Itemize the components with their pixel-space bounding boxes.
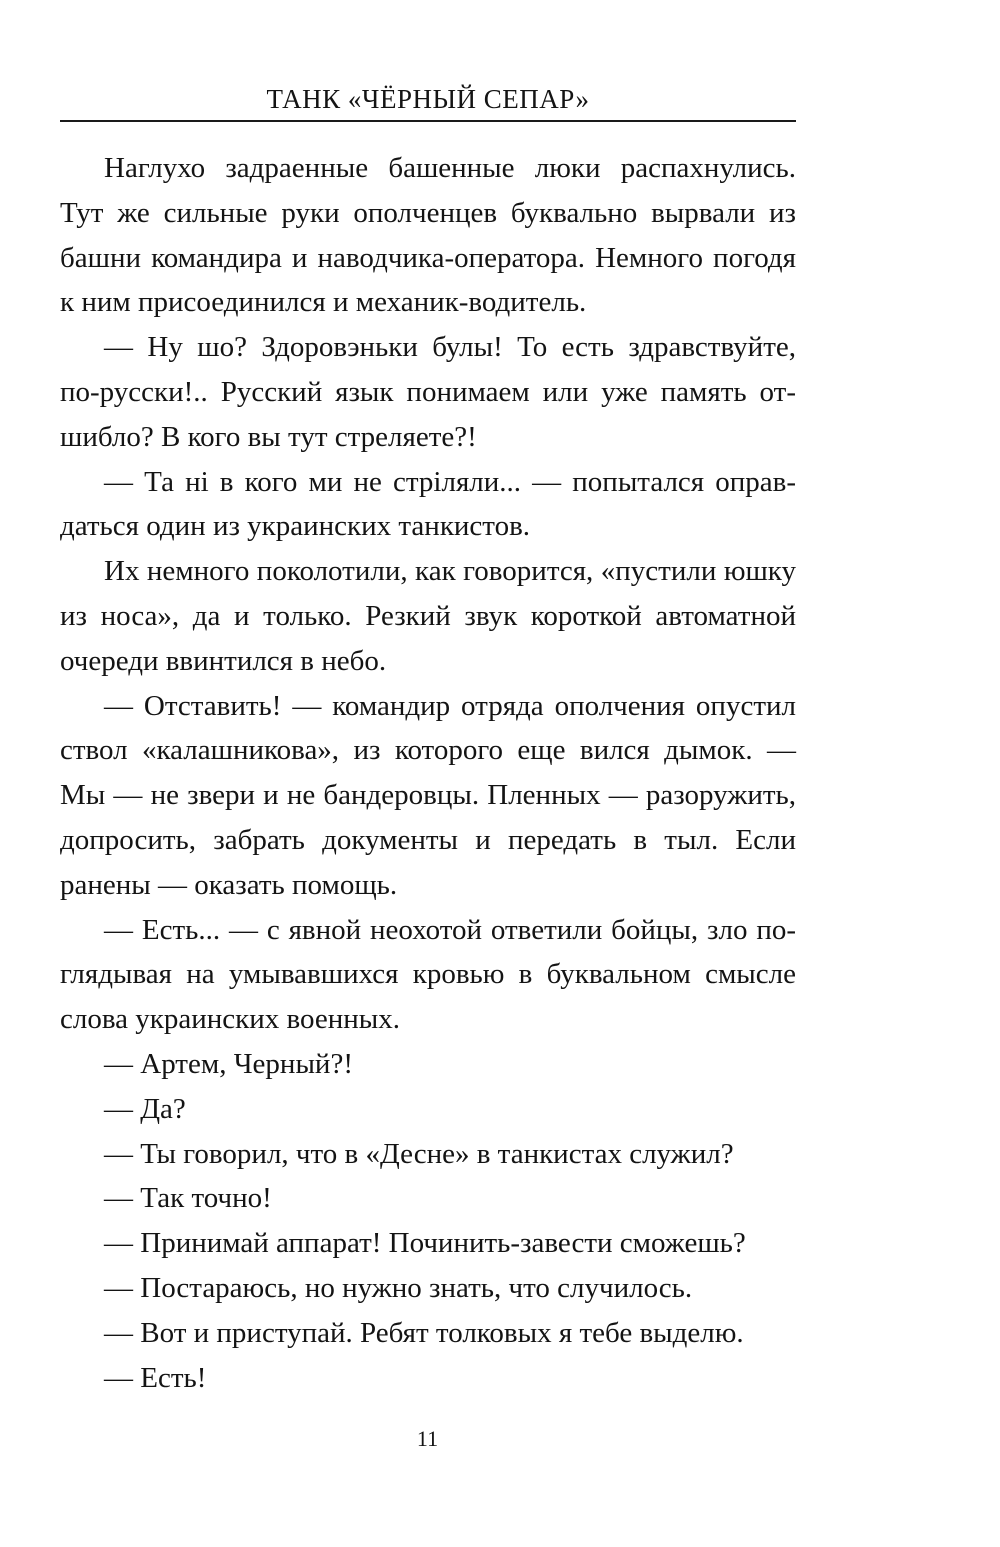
text-line: — Да? [104,1092,186,1125]
text-line: — Ты говорил, что в «Десне» в танкистах служил? [104,1137,734,1170]
page-number: 11 [416,1426,439,1451]
header-rule [60,120,796,122]
text-line: башни командира и наводчика-оператора. Немного погодя [60,241,796,274]
text-line: — Постараюсь, но нужно знать, что случилось. [104,1271,693,1304]
text-line: ствол «калашникова», из которого еще вился дымок. — [60,734,796,767]
text-line: слова украинских военных. [60,1003,400,1036]
text-line: Тут же сильные руки ополченцев буквально вырвали из [60,196,796,229]
text-line: из носа», да и только. Резкий звук короткой автоматной [60,599,796,632]
text-line: глядывая на умывавшихся кровью в буквальном смысле [60,958,796,991]
text-line: Мы — не звери и не бандеровцы. Пленных — разоружить, [60,779,796,812]
text-line: даться один из украинских танкистов. [60,510,531,543]
text-line: — Есть... — с явной неохотой ответили бойцы, зло по- [104,913,796,946]
text-line: очереди ввинтился в небо. [60,644,387,677]
text-line: Наглухо задраенные башенные люки распахнулись. [104,152,796,184]
text-line: к ним присоединился и механик-водитель. [60,286,587,319]
text-line: — Ну шо? Здоровэньки булы! То есть здравствуйте, [104,331,796,364]
text-line: по-русски!.. Русский язык понимаем или уже память от- [60,375,796,408]
running-header-title: ТАНК «ЧЁРНЫЙ СЕПАР» [266,84,590,114]
body-text [60,146,796,1400]
text-line: — Принимай аппарат! Починить-завести сможешь? [104,1227,746,1260]
text-line: — Так точно! [104,1182,272,1215]
text-line: Их немного поколотили, как говорится, «пустили юшку [104,555,796,588]
text-line: шибло? В кого вы тут стреляете?! [60,420,477,453]
text-line: ранены — оказать помощь. [60,868,398,901]
running-header [60,83,796,123]
text-line: — Вот и приступай. Ребят толковых я тебе выделю. [104,1316,744,1349]
text-line: — Есть! [104,1361,207,1394]
text-line: — Отставить! — командир отряда ополчения опустил [104,689,796,722]
text-line: допросить, забрать документы и передать в тыл. Если [60,823,796,856]
text-line: — Та ні в кого ми не стріляли... — попытался оправ- [104,465,796,498]
text-line: — Артем, Черный?! [104,1047,353,1080]
